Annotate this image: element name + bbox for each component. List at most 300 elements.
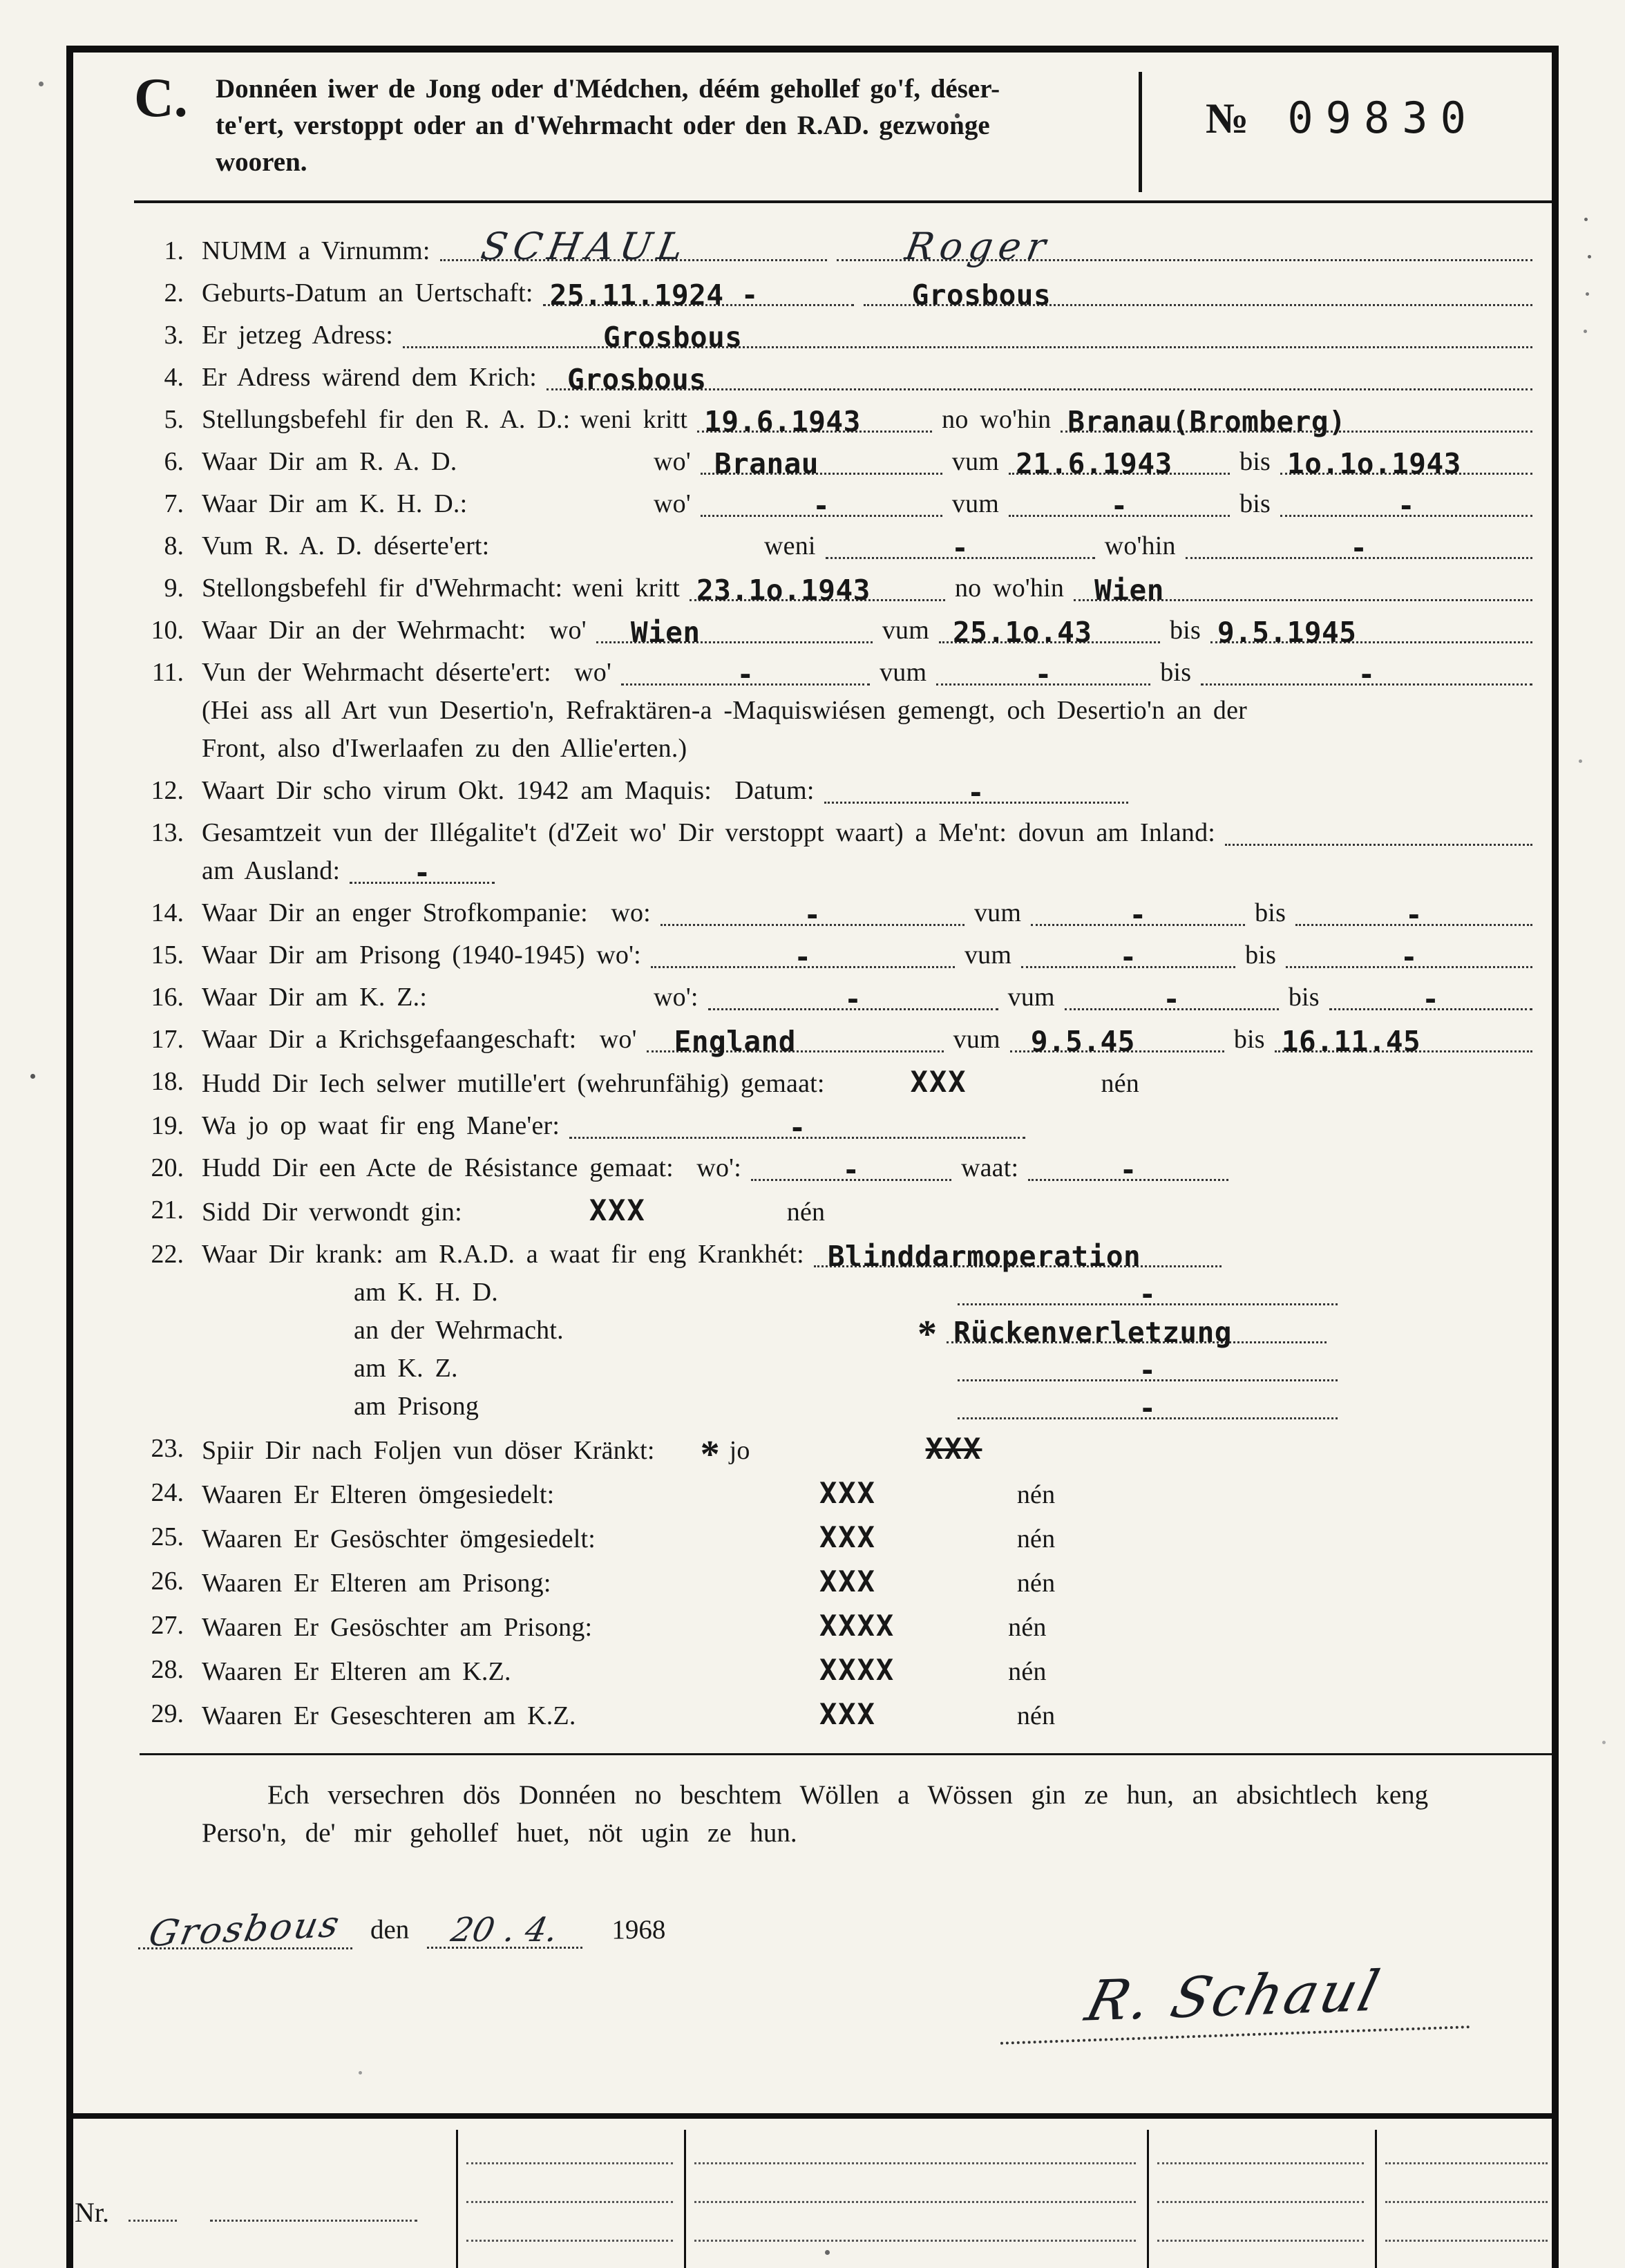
- fill-in-value: 9.5.1945: [1217, 616, 1357, 649]
- item-label: Waaren Er Elteren ömgesiedelt:: [202, 1480, 555, 1509]
- date-line: [138, 1903, 1552, 1956]
- item-line: [202, 316, 1542, 355]
- item-label: Hudd Dir een Acte de Résistance gemaat: wo':: [202, 1153, 741, 1182]
- form-item: [140, 1474, 1542, 1514]
- bottom-section: [66, 2113, 1559, 2268]
- item-body: [202, 1695, 1542, 1735]
- fill-in-field: [543, 278, 854, 312]
- item-line: [202, 1063, 1542, 1103]
- fill-in-field: [824, 776, 1128, 809]
- form-item: [140, 936, 1542, 974]
- signature-handwriting: R. Schaul: [1079, 1958, 1388, 2034]
- table-cell: [1375, 2246, 1559, 2268]
- item-body: [202, 401, 1542, 439]
- item-body: [202, 1107, 1542, 1145]
- asterisk-mark: *: [918, 1313, 937, 1356]
- fill-in-field: [936, 658, 1150, 691]
- fill-in-value: -: [967, 776, 985, 809]
- item-label: waat:: [960, 1153, 1019, 1182]
- header-description-line: wooren.: [216, 147, 307, 177]
- form-items: [73, 203, 1552, 1735]
- fill-in-field: [1286, 941, 1532, 974]
- item-body: [202, 1191, 1542, 1231]
- form-item: [140, 1236, 1542, 1426]
- item-label: Waar Dir am R. A. D.: [202, 447, 457, 476]
- fill-in-value: -: [1405, 898, 1423, 932]
- fill-in-field: [697, 405, 932, 438]
- item-label: nén: [1016, 1480, 1056, 1509]
- item-label: no wo'hin: [954, 574, 1065, 603]
- item-label: nén: [1016, 1524, 1056, 1553]
- declaration: [202, 1776, 1510, 1852]
- item-label: bis: [1233, 1025, 1265, 1054]
- item-label: Spiir Dir nach Foljen vun döser Kränkt:: [202, 1436, 655, 1465]
- item-line: [202, 1350, 1542, 1388]
- fill-in-value: -: [1119, 941, 1137, 974]
- item-line: [202, 401, 1542, 439]
- declaration-line: Perso'n, de' mir gehollef huet, nöt ugin ze hun.: [202, 1818, 797, 1848]
- item-line: [202, 1518, 1542, 1558]
- form-item: [140, 1562, 1542, 1603]
- item-number: 24.: [151, 1478, 184, 1507]
- item-label: Waaren Er Elteren am Prisong:: [202, 1569, 551, 1598]
- item-body: [202, 274, 1542, 312]
- item-label: wo':: [654, 983, 699, 1012]
- item-number: 12.: [151, 776, 184, 805]
- fill-in-field: [1186, 531, 1532, 565]
- item-body: [202, 612, 1542, 650]
- item-label: Waar Dir a Krichsgefaangeschaft: wo': [202, 1025, 637, 1054]
- fill-in-field: [350, 856, 495, 889]
- item-body: [202, 1021, 1542, 1059]
- item-label: Waar Dir an enger Strofkompanie: wo:: [202, 898, 651, 927]
- item-label: nén: [1008, 1613, 1047, 1642]
- document-frame: [66, 46, 1559, 2268]
- fill-in-field: [1201, 658, 1532, 691]
- fill-in-value: 23.1o.1943: [696, 574, 871, 607]
- bottom-table: [456, 2130, 1559, 2268]
- item-body: [202, 443, 1542, 481]
- fill-in-value: -: [737, 658, 754, 691]
- crossed-out-answer: XXXX: [819, 1653, 895, 1687]
- item-label: Waar Dir an der Wehrmacht: wo': [202, 616, 587, 645]
- place-handwriting: Grosbous: [145, 1903, 345, 1956]
- item-number: 6.: [164, 447, 184, 476]
- item-body: [202, 1149, 1542, 1187]
- crossed-out-answer: XXX: [925, 1432, 982, 1466]
- item-label: vum: [964, 941, 1012, 970]
- header-description: [216, 70, 1114, 180]
- fill-in-field: [958, 1354, 1338, 1387]
- item-label: bis: [1255, 898, 1286, 927]
- fill-in-value: Blinddarmoperation: [827, 1240, 1141, 1273]
- form-item: [140, 1191, 1542, 1231]
- item-number: 8.: [164, 531, 184, 560]
- fill-in-value: -: [812, 489, 830, 522]
- item-number: 15.: [151, 941, 184, 970]
- item-number: 19.: [151, 1111, 184, 1140]
- fill-in-field: [440, 225, 827, 268]
- fill-in-value: Grosbous: [567, 363, 707, 396]
- item-label: Waart Dir scho virum Okt. 1942 am Maquis: Datum:: [202, 776, 815, 805]
- fill-in-field: [569, 1111, 1025, 1144]
- item-label: no wo'hin: [942, 405, 1052, 434]
- table-cell: [684, 2246, 1147, 2268]
- fill-in-field: [837, 225, 1532, 268]
- section-rule: [140, 1753, 1552, 1755]
- item-label: bis: [1169, 616, 1201, 645]
- fill-in-field: [701, 489, 942, 522]
- item-body: [202, 979, 1542, 1017]
- form-number-value: 09830: [1287, 93, 1479, 143]
- item-label: jo: [729, 1436, 750, 1465]
- item-body: [202, 1063, 1542, 1103]
- item-label: weni kritt: [580, 405, 688, 434]
- item-line: [202, 692, 1542, 730]
- asterisk-mark: *: [700, 1433, 720, 1476]
- fill-in-value: -: [804, 898, 821, 932]
- table-cell: [456, 2168, 684, 2207]
- fill-in-field: [826, 531, 1095, 565]
- item-line: [202, 1651, 1542, 1691]
- form-item: [140, 316, 1542, 355]
- fill-in-value: -: [1397, 489, 1416, 522]
- form-item: [140, 1063, 1542, 1103]
- item-number: 14.: [151, 898, 184, 927]
- form-item: [140, 225, 1542, 270]
- fill-in-value: [1370, 822, 1387, 847]
- item-line: [202, 1107, 1542, 1145]
- fill-in-value: 16.11.45: [1281, 1025, 1421, 1058]
- form-item: [140, 1021, 1542, 1059]
- nr-dotted-line: [129, 2197, 177, 2222]
- item-number: 17.: [151, 1025, 184, 1054]
- item-label: Vum R. A. D. déserte'ert:: [202, 531, 490, 560]
- fill-in-value: -: [1110, 489, 1128, 522]
- table-cell: [1375, 2207, 1559, 2246]
- item-label: bis: [1288, 983, 1320, 1012]
- item-label: nén: [1016, 1569, 1056, 1598]
- item-label: wo': [654, 489, 691, 518]
- item-body: [202, 1607, 1542, 1647]
- numero-symbol: №: [1206, 95, 1249, 142]
- item-line: [202, 1562, 1542, 1603]
- fill-in-value: 1o.1o.1943: [1287, 447, 1461, 480]
- nr-dotted-line: [210, 2197, 417, 2222]
- fill-in-value: Roger: [902, 225, 1055, 268]
- fill-in-value: -: [1139, 1392, 1157, 1425]
- scan-noise: [0, 0, 2, 2]
- item-label: vum: [951, 489, 1000, 518]
- fill-in-field: [1280, 489, 1532, 522]
- item-body: [202, 225, 1542, 270]
- fill-in-field: [1074, 574, 1532, 607]
- form-item: [140, 612, 1542, 650]
- fill-in-value: -: [1119, 1153, 1137, 1187]
- item-number: 26.: [151, 1567, 184, 1596]
- fill-in-value: 25.1o.43: [952, 616, 1092, 649]
- item-label: am K. Z.: [354, 1354, 458, 1383]
- fill-in-value: Branau(Bromberg): [1067, 405, 1347, 438]
- crossed-out-answer: XXX: [819, 1565, 876, 1598]
- item-number: 4.: [164, 363, 184, 392]
- date-field: [427, 1908, 582, 1949]
- item-label: (Hei ass all Art vun Desertio'n, Refraktären-a -Maquiswiésen gemengt, och Desertio'n an der: [202, 696, 1247, 725]
- form-item: [140, 772, 1542, 810]
- item-label: Waar Dir am Prisong (1940-1945) wo':: [202, 941, 641, 970]
- fill-in-field: [1028, 1153, 1228, 1187]
- fill-in-field: [647, 1025, 944, 1058]
- item-line: [202, 1274, 1542, 1312]
- item-line: [202, 1236, 1542, 1274]
- form-item: [140, 443, 1542, 481]
- item-number: 18.: [151, 1067, 184, 1096]
- fill-in-value: Rückenverletzung: [953, 1316, 1232, 1349]
- fill-in-value: -: [1129, 898, 1147, 932]
- table-cell: [456, 2207, 684, 2246]
- form-item: [140, 1430, 1542, 1476]
- fill-in-value: -: [844, 983, 862, 1016]
- item-line: [202, 443, 1542, 481]
- item-body: [202, 1562, 1542, 1603]
- form-item: [140, 527, 1542, 565]
- fill-in-field: [661, 898, 964, 932]
- fill-in-field: [1010, 1025, 1224, 1058]
- form-item: [140, 401, 1542, 439]
- table-cell: [1375, 2130, 1559, 2168]
- item-label: am Ausland:: [202, 856, 341, 885]
- item-line: [202, 730, 1542, 768]
- fill-in-field: [690, 574, 945, 607]
- item-body: [202, 1236, 1542, 1426]
- item-line: [202, 569, 1542, 607]
- fill-in-field: [947, 1316, 1327, 1349]
- form-item: [140, 1651, 1542, 1691]
- form-item: [140, 1695, 1542, 1735]
- item-label: nén: [1008, 1657, 1047, 1686]
- fill-in-field: [1021, 941, 1235, 974]
- form-item: [140, 894, 1542, 932]
- table-cell: [1147, 2168, 1375, 2207]
- form-item: [140, 359, 1542, 397]
- fill-in-value: Grosbous: [602, 321, 743, 354]
- item-number: 16.: [151, 983, 184, 1012]
- item-line: [202, 1430, 1542, 1476]
- item-label: Front, also d'Iwerlaafen zu den Allie'erten.): [202, 734, 687, 763]
- fill-in-value: Wien: [630, 616, 701, 649]
- item-label: Sidd Dir verwondt gin:: [202, 1198, 462, 1227]
- table-cell: [684, 2130, 1147, 2168]
- fill-in-value: England: [674, 1025, 796, 1058]
- fill-in-value: SCHAUL: [477, 225, 693, 268]
- table-cell: [456, 2130, 684, 2168]
- item-line: [202, 1312, 1542, 1356]
- item-label: am Prisong: [354, 1392, 479, 1421]
- fill-in-value: Branau: [714, 447, 819, 480]
- item-label: vum: [882, 616, 929, 645]
- fill-in-value: -: [1358, 658, 1376, 691]
- item-label: Er Adress wärend dem Krich:: [202, 363, 538, 392]
- form-item: [140, 1107, 1542, 1145]
- item-line: [202, 225, 1542, 270]
- fill-in-field: [547, 363, 1532, 396]
- item-line: [202, 772, 1542, 810]
- form-item: [140, 654, 1542, 768]
- item-label: Waar Dir krank: am R.A.D. a waat fir eng Krankhét:: [202, 1240, 804, 1269]
- item-line: [202, 852, 1542, 890]
- item-label: nén: [786, 1198, 826, 1227]
- fill-in-value: -: [794, 941, 812, 974]
- crossed-out-answer: XXX: [819, 1476, 876, 1510]
- fill-in-field: [708, 983, 998, 1016]
- fill-in-field: [751, 1153, 951, 1187]
- form-item: [140, 814, 1542, 890]
- place-field: [138, 1903, 352, 1956]
- item-label: Stellungsbefehl fir den R. A. D.:: [202, 405, 571, 434]
- item-label: weni kritt: [572, 574, 680, 603]
- item-body: [202, 1518, 1542, 1558]
- item-label: Waaren Er Gesöschter ömgesiedelt:: [202, 1524, 596, 1553]
- item-body: [202, 894, 1542, 932]
- crossed-out-answer: XXX: [819, 1520, 876, 1554]
- fill-in-value: -: [1400, 941, 1418, 974]
- item-number: 7.: [164, 489, 184, 518]
- item-body: [202, 1651, 1542, 1691]
- fill-in-field: [1210, 616, 1532, 649]
- item-label: Waar Dir am K. H. D.:: [202, 489, 468, 518]
- form-item: [140, 1518, 1542, 1558]
- item-number: 23.: [151, 1434, 184, 1463]
- item-label: Waar Dir am K. Z.:: [202, 983, 428, 1012]
- item-label: weni: [764, 531, 816, 560]
- crossed-out-answer: XXX: [819, 1697, 876, 1731]
- fill-in-field: [1009, 447, 1230, 480]
- item-label: Vun der Wehrmacht déserte'ert: wo': [202, 658, 612, 687]
- item-line: [202, 485, 1542, 523]
- item-number: 11.: [151, 658, 184, 687]
- fill-in-field: [1280, 447, 1532, 480]
- header-description-line: Donnéen iwer de Jong oder d'Médchen, déém gehollef go'f, déser-: [216, 74, 1000, 104]
- fill-in-field: [1225, 819, 1532, 846]
- fill-in-value: 9.5.45: [1030, 1025, 1135, 1058]
- item-number: 1.: [164, 236, 184, 265]
- item-number: 25.: [151, 1522, 184, 1551]
- item-number: 20.: [151, 1153, 184, 1182]
- item-body: [202, 569, 1542, 607]
- item-line: [202, 1191, 1542, 1231]
- item-number: 22.: [151, 1240, 184, 1269]
- item-number: 28.: [151, 1655, 184, 1684]
- fill-in-field: [1295, 898, 1532, 932]
- item-body: [202, 485, 1542, 523]
- item-label: Hudd Dir Iech selwer mutille'ert (wehrunfähig) gemaat:: [202, 1069, 825, 1098]
- item-line: [202, 1474, 1542, 1514]
- item-label: Wa jo op waat fir eng Mane'er:: [202, 1111, 560, 1140]
- item-label: Gesamtzeit vun der Illégalite't (d'Zeit wo' Dir verstoppt waart) a Me'nt: dovun am Inland:: [202, 818, 1216, 847]
- table-cell: [456, 2246, 684, 2268]
- item-number: 9.: [164, 574, 184, 603]
- table-cell: [1147, 2207, 1375, 2246]
- item-line: [202, 359, 1542, 397]
- item-label: bis: [1239, 489, 1271, 518]
- fill-in-field: [1275, 1025, 1532, 1058]
- fill-in-field: [958, 1392, 1338, 1425]
- form-item: [140, 1149, 1542, 1187]
- table-cell: [684, 2207, 1147, 2246]
- item-line: [202, 274, 1542, 312]
- form-number: [1142, 70, 1542, 144]
- fill-in-field: [596, 616, 873, 649]
- fill-in-value: -: [1139, 1278, 1157, 1311]
- fill-in-field: [701, 447, 942, 480]
- fill-in-field: [939, 616, 1160, 649]
- item-body: [202, 316, 1542, 355]
- table-cell: [1375, 2168, 1559, 2207]
- item-number: 5.: [164, 405, 184, 434]
- fill-in-field: [403, 321, 1532, 354]
- item-body: [202, 654, 1542, 768]
- item-number: 29.: [151, 1699, 184, 1728]
- item-label: wo': [654, 447, 691, 476]
- fill-in-field: [1061, 405, 1532, 438]
- item-label: bis: [1245, 941, 1277, 970]
- fill-in-value: -: [951, 531, 969, 565]
- item-label: vum: [953, 1025, 1000, 1054]
- fill-in-value: -: [1163, 983, 1181, 1016]
- form-item: [140, 569, 1542, 607]
- item-label: wo'hin: [1104, 531, 1176, 560]
- fill-in-field: [651, 941, 955, 974]
- fill-in-value: -: [788, 1111, 806, 1144]
- crossed-out-answer: XXXX: [819, 1609, 895, 1643]
- item-line: [202, 936, 1542, 974]
- fill-in-value: -: [1350, 531, 1368, 565]
- table-cell: [684, 2168, 1147, 2207]
- fill-in-value: -: [1139, 1354, 1157, 1387]
- item-body: [202, 814, 1542, 890]
- item-line: [202, 814, 1542, 852]
- form-item: [140, 485, 1542, 523]
- item-label: Waaren Er Gesöschter am Prisong:: [202, 1613, 593, 1642]
- date-handwriting: 20 . 4.: [448, 1911, 562, 1949]
- item-body: [202, 527, 1542, 565]
- fill-in-field: [1031, 898, 1245, 932]
- item-body: [202, 772, 1542, 810]
- item-body: [202, 359, 1542, 397]
- item-number: 21.: [151, 1196, 184, 1225]
- fill-in-field: [864, 278, 1532, 312]
- item-number: 2.: [164, 278, 184, 308]
- item-line: [202, 979, 1542, 1017]
- fill-in-value: -: [1034, 658, 1052, 691]
- item-line: [202, 1149, 1542, 1187]
- form-item: [140, 979, 1542, 1017]
- fill-in-value: -: [1422, 983, 1440, 1016]
- item-number: 10.: [151, 616, 184, 645]
- item-label: vum: [880, 658, 927, 687]
- den-label: den: [370, 1915, 410, 1945]
- fill-in-value: 19.6.1943: [704, 405, 861, 438]
- year-text: 1968: [611, 1915, 666, 1945]
- section-letter: C.: [134, 68, 188, 129]
- fill-in-field: [1009, 489, 1230, 522]
- item-label: Waaren Er Geseschteren am K.Z.: [202, 1701, 576, 1730]
- crossed-out-answer: XXX: [910, 1065, 967, 1099]
- item-line: [202, 894, 1542, 932]
- item-label: Waaren Er Elteren am K.Z.: [202, 1657, 511, 1686]
- fill-in-value: -: [413, 856, 431, 889]
- fill-in-field: [621, 658, 870, 691]
